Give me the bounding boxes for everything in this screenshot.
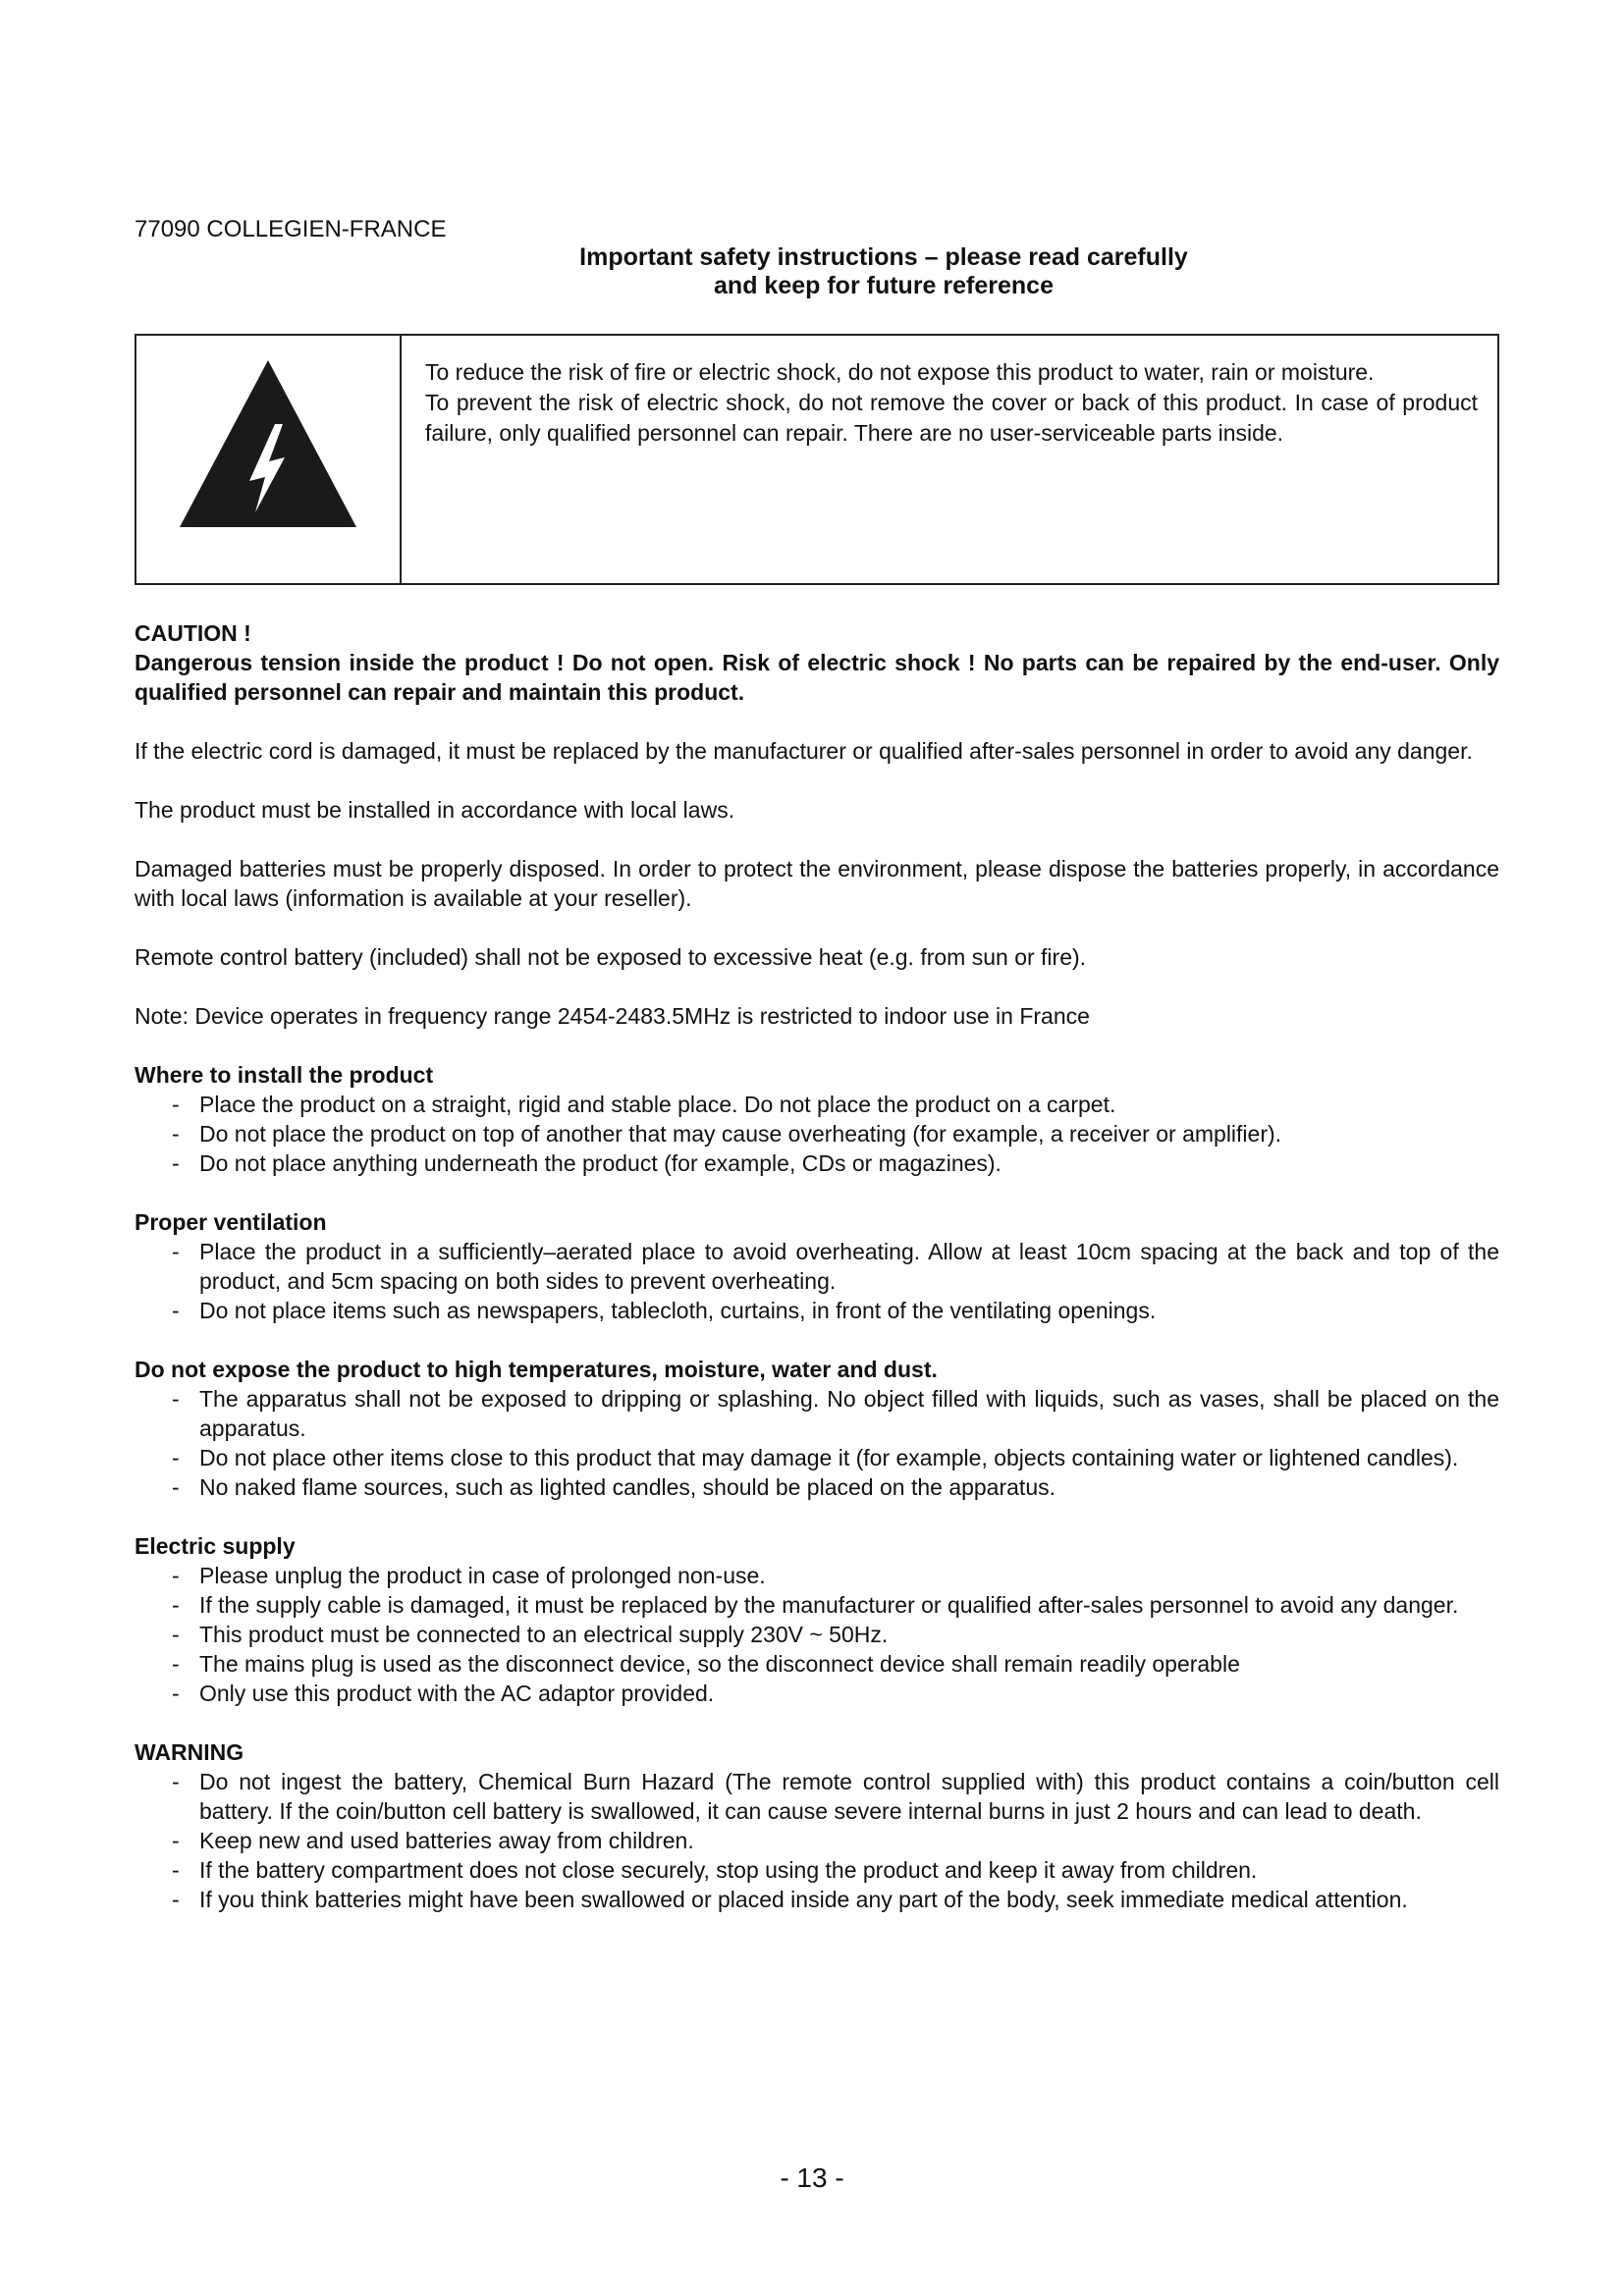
company-address: 77090 COLLEGIEN-FRANCE [135,216,447,242]
list-item: - This product must be connected to an electrical supply 230V ~ 50Hz. [135,1620,1499,1649]
list-item: - Do not place other items close to this product that may damage it (for example, objects containing water or lightened candles). [135,1443,1499,1472]
paragraph-frequency: Note: Device operates in frequency range 2454-2483.5MHz is restricted to indoor use in France [135,1003,1090,1029]
exposure-list [135,1384,1499,1502]
electric-list [135,1561,1499,1708]
list-item: - Place the product in a sufficiently–aerated place to avoid overheating. Allow at least 10cm spacing at the back and top of the product, and 5cm spacing on both sides to prevent overheating. [135,1237,1499,1296]
list-item: - If you think batteries might have been swallowed or placed inside any part of the body, seek immediate medical attention. [135,1885,1499,1914]
ventilation-list [135,1237,1499,1325]
list-item: - Do not place items such as newspapers, tablecloth, curtains, in front of the ventilating openings. [135,1296,1499,1325]
list-item: - Only use this product with the AC adaptor provided. [135,1679,1499,1708]
list-item: - If the battery compartment does not close securely, stop using the product and keep it away from children. [135,1855,1499,1885]
list-item: - The apparatus shall not be exposed to dripping or splashing. No object filled with liquids, such as vases, shall be placed on the apparatus. [135,1384,1499,1443]
list-item: - Place the product on a straight, rigid and stable place. Do not place the product on a carpet. [135,1090,1499,1119]
list-item: - No naked flame sources, such as lighted candles, should be placed on the apparatus. [135,1472,1499,1502]
warning-list [135,1767,1499,1914]
install-list [135,1090,1499,1178]
paragraph-cord: If the electric cord is damaged, it must be replaced by the manufacturer or qualified after-sales personnel in order to avoid any danger. [135,738,1473,764]
caution-title: CAUTION ! [135,620,251,646]
warning-line-2: To prevent the risk of electric shock, do not remove the cover or back of this product. In case of product failure, only qualified personnel can repair. There are no user-serviceable parts inside. [425,390,1478,446]
list-item: - Do not place anything underneath the product (for example, CDs or magazines). [135,1148,1499,1178]
list-item: - The mains plug is used as the disconnect device, so the disconnect device shall remain readily operable [135,1649,1499,1679]
section-heading-ventilation: Proper ventilation [135,1209,327,1235]
list-item: - If the supply cable is damaged, it must be replaced by the manufacturer or qualified after-sales personnel to avoid any danger. [135,1590,1499,1620]
paragraph-batteries: Damaged batteries must be properly disposed. In order to protect the environment, please dispose the batteries properly, in accordance with local laws (information is available at your reseller). [135,856,1499,911]
section-heading-electric: Electric supply [135,1533,296,1559]
list-item: - Do not place the product on top of another that may cause overheating (for example, a receiver or amplifier). [135,1119,1499,1148]
high-voltage-warning-icon [175,355,361,532]
warning-icon-cell [136,336,402,583]
page-title-line1: Important safety instructions – please read carefully [579,243,1188,271]
list-item: - Keep new and used batteries away from children. [135,1826,1499,1855]
manual-page [135,216,1499,1914]
warning-text-cell [402,336,1497,583]
page-title-line2: and keep for future reference [714,272,1054,299]
section-heading-warning: WARNING [135,1739,244,1765]
paragraph-laws: The product must be installed in accordance with local laws. [135,797,735,823]
section-heading-install: Where to install the product [135,1062,434,1088]
warning-line-1: To reduce the risk of fire or electric shock, do not expose this product to water, rain or moisture. [425,359,1375,385]
list-item: - Please unplug the product in case of prolonged non-use. [135,1561,1499,1590]
page-number: - 13 - [780,2163,844,2193]
list-item: - Do not ingest the battery, Chemical Burn Hazard (The remote control supplied with) this product contains a coin/button cell battery. If the coin/button cell battery is swallowed, it can cause severe internal burns in just 2 hours and can lead to death. [135,1767,1499,1826]
safety-warning-box [135,334,1499,585]
paragraph-remote: Remote control battery (included) shall not be exposed to excessive heat (e.g. from sun or fire). [135,944,1087,970]
caution-body: Dangerous tension inside the product ! Do not open. Risk of electric shock ! No parts can be repaired by the end-user. Only qualified personnel can repair and maintain this product. [135,650,1499,705]
section-heading-exposure: Do not expose the product to high temperatures, moisture, water and dust. [135,1357,938,1382]
